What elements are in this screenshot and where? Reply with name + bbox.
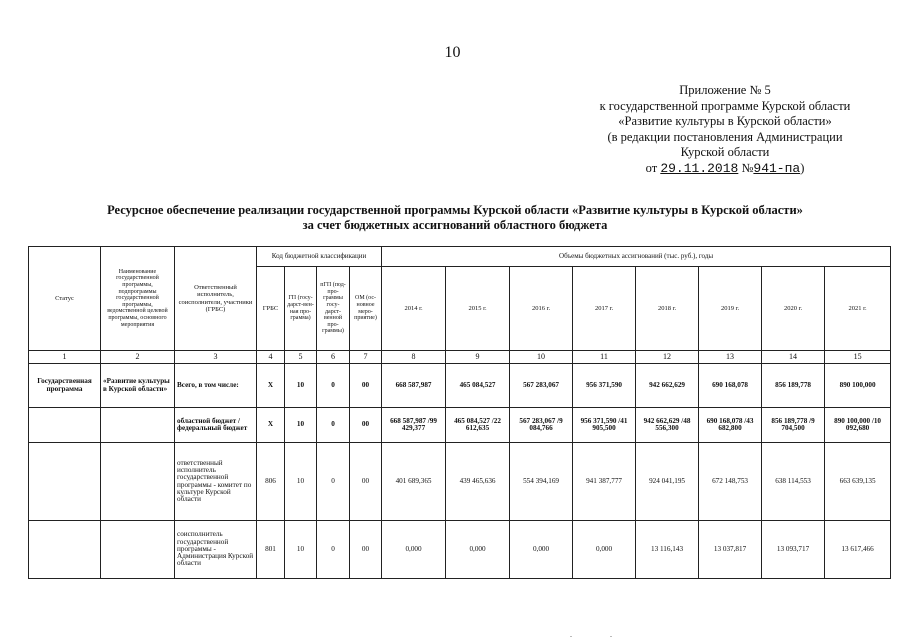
row-responsible: областной бюджет /федеральный бюджет	[175, 408, 257, 443]
resource-table	[28, 246, 891, 579]
row-value-2014: 401 689,365	[382, 443, 446, 521]
title-line-2: за счет бюджетных ассигнований областного бюджета	[302, 218, 608, 232]
row-responsible: Всего, в том числе:	[175, 364, 257, 408]
column-number: 9	[446, 351, 510, 364]
header-responsible: Ответственный исполнитель, соисполнители, участники (ГРБС)	[175, 247, 257, 351]
row-name: «Развитие культуры в Курской области»	[101, 364, 175, 408]
column-number: 5	[285, 351, 317, 364]
row-value-2018: 924 041,195	[636, 443, 699, 521]
appendix-line-5: Курской области	[680, 145, 770, 159]
scan-speck	[610, 636, 612, 637]
row-value-2014: 668 587,987 /99 429,377	[382, 408, 446, 443]
table-row	[29, 443, 891, 521]
header-year-2021: 2021 г.	[825, 267, 891, 351]
row-value-2015: 439 465,636	[446, 443, 510, 521]
row-pgp: 0	[317, 408, 350, 443]
row-pgp: 0	[317, 443, 350, 521]
row-status	[29, 521, 101, 579]
column-number: 11	[573, 351, 636, 364]
date-prefix: от	[645, 160, 658, 175]
row-value-2017: 956 371,590	[573, 364, 636, 408]
row-value-2017: 956 371,590 /41 905,500	[573, 408, 636, 443]
row-value-2020: 638 114,553	[762, 443, 825, 521]
row-value-2019: 13 037,817	[699, 521, 762, 579]
row-value-2017: 941 387,777	[573, 443, 636, 521]
row-om: 00	[350, 408, 382, 443]
row-value-2015: 465 084,527	[446, 364, 510, 408]
row-value-2018: 13 116,143	[636, 521, 699, 579]
decree-number: 941-па	[753, 160, 801, 176]
header-year-2019: 2019 г.	[699, 267, 762, 351]
row-value-2014: 0,000	[382, 521, 446, 579]
row-value-2015: 0,000	[446, 521, 510, 579]
table-row	[29, 521, 891, 579]
title-line-1: Ресурсное обеспечение реализации государственной программы Курской области «Развитие культуры в Курской области»	[107, 203, 803, 217]
row-gp: 10	[285, 521, 317, 579]
row-grbs: Х	[257, 364, 285, 408]
row-value-2017: 0,000	[573, 521, 636, 579]
row-value-2016: 554 394,169	[510, 443, 573, 521]
header-name: Наименование государственной программы, подпрограммы государственной программы, ведомственной целевой программы, основного мероприятия	[101, 247, 175, 351]
page-number: 10	[444, 44, 461, 61]
row-gp: 10	[285, 408, 317, 443]
row-value-2021: 13 617,466	[825, 521, 891, 579]
appendix-line-4: (в редакции постановления Администрации	[607, 129, 843, 144]
column-number: 3	[175, 351, 257, 364]
header-year-2015: 2015 г.	[446, 267, 510, 351]
row-value-2019: 690 168,078	[699, 364, 762, 408]
row-pgp: 0	[317, 364, 350, 408]
row-om: 00	[350, 443, 382, 521]
column-number: 6	[317, 351, 350, 364]
header-budget-code: Код бюджетной классификации	[257, 247, 382, 267]
row-value-2018: 942 662,629	[636, 364, 699, 408]
header-year-2016: 2016 г.	[510, 267, 573, 351]
row-value-2020: 856 189,778 /9 704,500	[762, 408, 825, 443]
row-value-2014: 668 587,987	[382, 364, 446, 408]
row-value-2016: 567 283,067 /9 084,766	[510, 408, 573, 443]
row-value-2021: 663 639,135	[825, 443, 891, 521]
column-number-row	[29, 351, 891, 364]
appendix-block	[575, 83, 875, 176]
header-gp: ГП (госу-дарст-вен-ная про-грамма)	[285, 267, 317, 351]
scan-speck	[570, 636, 572, 637]
row-responsible: соисполнитель государственной программы - Администрация Курской области	[175, 521, 257, 579]
row-value-2020: 13 093,717	[762, 521, 825, 579]
column-number: 1	[29, 351, 101, 364]
row-value-2019: 672 148,753	[699, 443, 762, 521]
table-row	[29, 408, 891, 443]
number-prefix: №	[741, 160, 754, 175]
appendix-line-1: Приложение № 5	[679, 83, 771, 97]
row-status	[29, 408, 101, 443]
appendix-line-3: «Развитие культуры в Курской области»	[618, 114, 832, 128]
row-grbs: Х	[257, 408, 285, 443]
row-value-2015: 465 084,527 /22 612,635	[446, 408, 510, 443]
column-number: 13	[699, 351, 762, 364]
document-title	[60, 203, 850, 233]
row-om: 00	[350, 521, 382, 579]
column-number: 10	[510, 351, 573, 364]
column-number: 2	[101, 351, 175, 364]
row-pgp: 0	[317, 521, 350, 579]
header-year-2017: 2017 г.	[573, 267, 636, 351]
column-number: 7	[350, 351, 382, 364]
header-om: ОМ (ос-новное меро-приятие)	[350, 267, 382, 351]
header-status: Статус	[29, 247, 101, 351]
row-value-2019: 690 168,078 /43 682,800	[699, 408, 762, 443]
row-value-2016: 567 283,067	[510, 364, 573, 408]
appendix-line-2: к государственной программе Курской области	[599, 98, 851, 113]
row-responsible: ответственный исполнитель государственной программы - комитет по культуре Курской области	[175, 443, 257, 521]
table-row	[29, 364, 891, 408]
row-value-2020: 856 189,778	[762, 364, 825, 408]
row-om: 00	[350, 364, 382, 408]
column-number: 15	[825, 351, 891, 364]
row-value-2016: 0,000	[510, 521, 573, 579]
row-gp: 10	[285, 364, 317, 408]
header-grbs: ГРБС	[257, 267, 285, 351]
row-grbs: 806	[257, 443, 285, 521]
row-status	[29, 443, 101, 521]
header-year-2014: 2014 г.	[382, 267, 446, 351]
row-value-2021: 890 100,000 /10 092,680	[825, 408, 891, 443]
column-number: 8	[382, 351, 446, 364]
header-year-2018: 2018 г.	[636, 267, 699, 351]
column-number: 12	[636, 351, 699, 364]
header-volumes: Объемы бюджетных ассигнований (тыс. руб.), годы	[382, 247, 891, 267]
row-name	[101, 408, 175, 443]
row-name	[101, 443, 175, 521]
column-number: 14	[762, 351, 825, 364]
column-number: 4	[257, 351, 285, 364]
row-gp: 10	[285, 443, 317, 521]
row-value-2018: 942 662,629 /48 556,300	[636, 408, 699, 443]
row-name	[101, 521, 175, 579]
row-status: Государственная программа	[29, 364, 101, 408]
header-pgp: пГП (под-про-граммы госу-дарст-венной про-граммы)	[317, 267, 350, 351]
decree-date: 29.11.2018	[660, 160, 739, 176]
row-grbs: 801	[257, 521, 285, 579]
appendix-date-line: от 29.11.2018 №941-па)	[645, 160, 805, 176]
header-year-2020: 2020 г.	[762, 267, 825, 351]
row-value-2021: 890 100,000	[825, 364, 891, 408]
